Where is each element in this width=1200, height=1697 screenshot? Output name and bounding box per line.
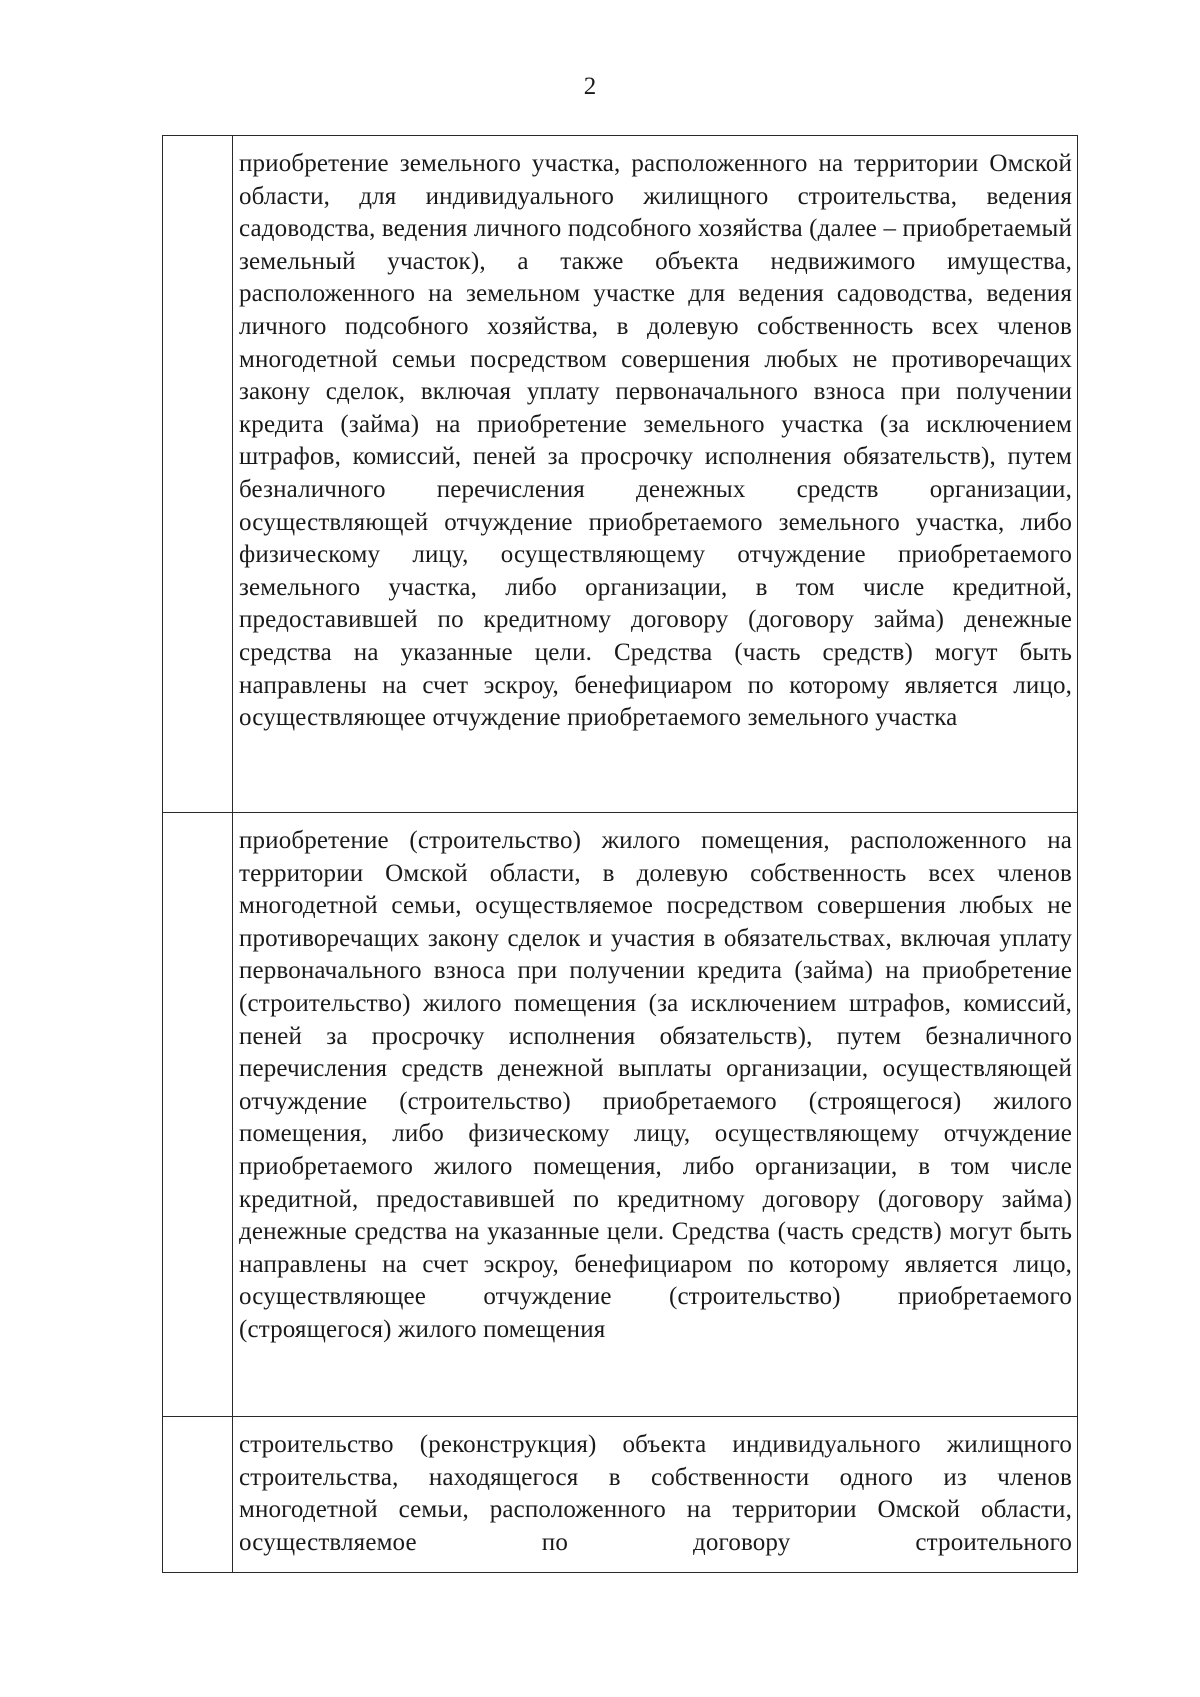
row-number-cell [163,813,233,1417]
row-text: приобретение земельного участка, расположенного на территории Омской области, для индивидуального жилищного строительства, ведения садоводства, ведения личного подсобного хозяйства (далее – приобретаемый земельный участок), а также объекта недвижимого имущества, расположенного на земельном участке для ведения садоводства, ведения личного подсобного хозяйства, в долевую собственность всех членов многодетной семьи посредством совершения любых не противоречащих закону сделок, включая уплату первоначального взноса при получении кредита (займа) на приобретение земельного участка (за исключением штрафов, комиссий, пеней за просрочку исполнения обязательств), путем безналичного перечисления денежных средств организации, осуществляющей отчуждение приобретаемого земельного участка, либо физическому лицу, осуществляющему отчуждение приобретаемого земельного участка, либо организации, в том числе кредитной, предоставившей по кредитному договору (договору займа) денежные средства на указанные цели. Средства (часть средств) могут быть направлены на счет эскроу, бенефициаром по которому является лицо, осуществляющее отчуждение приобретаемого земельного участка [239,150,1072,732]
page-number: 2 [583,73,597,100]
table-row [163,1417,1078,1573]
row-text: приобретение (строительство) жилого помещения, расположенного на территории Омской области, в долевую собственность всех членов многодетной семьи, осуществляемое посредством совершения любых не противоречащих закону сделок и участия в обязательствах, включая уплату первоначального взноса при получении кредита (займа) на приобретение (строительство) жилого помещения (за исключением штрафов, комиссий, пеней за просрочку исполнения обязательств), путем безналичного перечисления средств денежной выплаты организации, осуществляющей отчуждение (строительство) приобретаемого (строящегося) жилого помещения, либо физическому лицу, осуществляющему отчуждение приобретаемого жилого помещения, либо организации, в том числе кредитной, предоставившей по кредитному договору (договору займа) денежные средства на указанные цели. Средства (часть средств) могут быть направлены на счет эскроу, бенефициаром по которому является лицо, осуществляющее отчуждение (строительство) приобретаемого (строящегося) жилого помещения [239,827,1072,1343]
table-row [163,813,1078,1417]
row-text: строительство (реконструкция) объекта индивидуального жилищного строительства, находящегося в собственности одного из членов многодетной семьи, расположенного на территории Омской области, осуществляемое по договору строительного [239,1431,1072,1556]
row-text-cell [233,813,1078,1417]
table-row [163,136,1078,813]
row-number-cell [163,136,233,813]
document-table [162,135,1078,1573]
row-text-cell [233,136,1078,813]
row-number-cell [163,1417,233,1573]
row-text-cell [233,1417,1078,1573]
